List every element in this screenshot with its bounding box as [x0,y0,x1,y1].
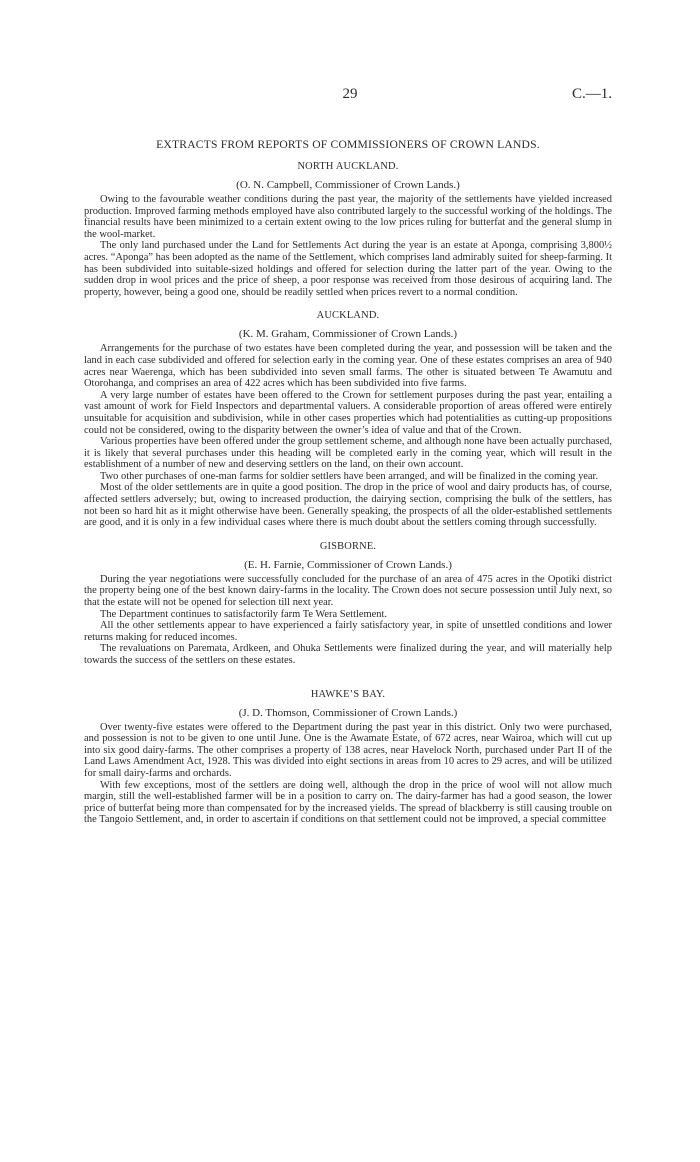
commissioner-line: (E. H. Farnie, Commissioner of Crown Lands.) [244,558,452,571]
section-heading: NORTH AUCKLAND. [297,161,399,172]
section-gisborne [84,541,612,667]
paragraph: Owing to the favourable weather conditions during the past year, the majority of the settlements have yielded increased production. Improved farming methods employed have also contributed largely to the successful working of the holdings. The financial results have been minimized to a certain extent owing to the low prices ruling for butterfat and the general slump in the wool-market. [84,194,612,240]
section-auckland [84,310,612,529]
page-number: 29 [342,86,358,102]
paragraph: The Department continues to satisfactorily farm Te Wera Settlement. [100,608,388,620]
paragraph: Various properties have been offered under the group settlement scheme, and although none have been actually purchased, it is likely that several purchases under this heading will be completed early in the coming year, which will result in the establishment of a number of new and deserving settlers on the land, on their own account. [84,436,612,471]
paragraph: The only land purchased under the Land for Settlements Act during the year is an estate at Aponga, comprising 3,800½ acres. “Aponga” has been adopted as the name of the Settlement, which comprises land admirably suited for sheep-farming. It has been subdivided into suitable-sized holdings and offered for selection during the latter part of the year. Owing to the sudden drop in wool prices and the price of sheep, a poor response was received from those desirous of acquiring land. The property, however, being a good one, should be readily settled when prices revert to a normal condition. [84,240,612,298]
commissioner-line: (K. M. Graham, Commissioner of Crown Lands.) [238,328,458,341]
document-reference: C.—1. [571,86,612,102]
report-body [84,138,612,826]
paragraph: Most of the older settlements are in quite a good position. The drop in the price of wool and dairy products has, of course, affected settlers adversely; but, owing to increased production, the dairying section, comprising the bulk of the settlers, has not been so hard hit as it might otherwise have been. Generally speaking, the prospects of all the older-established settlements are good, and it is only in a few individual cases where there is much doubt about the settlers coming through successfully. [84,482,612,529]
paragraph: During the year negotiations were successfully concluded for the purchase of an area of 475 acres in the Opotiki district the property being one of the best known dairy-farms in the locality. The Crown does not secure possession until July next, so that the estate will not be opened for selection till next year. [84,573,612,609]
section-hawkes-bay [84,689,612,826]
report-title: EXTRACTS FROM REPORTS OF COMMISSIONERS OF CROWN LANDS. [156,138,540,151]
section-heading: GISBORNE. [319,540,377,552]
section-heading: HAWKE’S BAY. [310,688,386,700]
section-north-auckland [84,161,612,298]
paragraph: Over twenty-five estates were offered to the Department during the past year in this district. Only two were purchased, and possession is not to be given to one until June. One is the Awamate Estate, of 672 acres, near Wairoa, which will cut up into six good dairy-farms. The other comprises a property of 138 acres, near Havelock North, purchased under Part II of the Land Laws Amendment Act, 1928. This was divided into eight sections in areas from 10 acres to 29 acres, and will be utilized for small dairy-farms and orchards. [84,721,612,779]
paragraph: All the other settlements appear to have experienced a fairly satisfactory year, in spite of unsettled conditions and lower returns making for reduced incomes. [84,620,612,643]
paragraph: The revaluations on Paremata, Ardkeen, and Ohuka Settlements were finalized during the year, and will materially help towards the success of the settlers on these estates. [84,643,612,666]
paragraph: With few exceptions, most of the settlers are doing well, although the drop in the price of wool will not allow much margin, still the well-established farmer will be in a position to carry on. The dairy-farmer has had a good season, the lower price of butterfat being more than compensated for by the increased yields. The spread of blackberry is still causing trouble on the Tangoio Settlement, and, in order to ascertain if conditions on that settlement could not be improved, a special committee [84,779,612,826]
paragraph: A very large number of estates have been offered to the Crown for settlement purposes during the past year, entailing a vast amount of work for Field Inspectors and departmental valuers. A considerable proportion of areas offered were entirely unsuitable for acquisition and subdivision, while in other cases properties which had potentialities as cutting-up propositions could not be considered, owing to the disparity between the owner’s idea of value and that of the Crown. [84,389,612,436]
commissioner-line: (O. N. Campbell, Commissioner of Crown Lands.) [236,179,460,191]
page-header [0,86,700,106]
commissioner-line: (J. D. Thomson, Commissioner of Crown Lands.) [238,706,458,719]
paragraph: Two other purchases of one-man farms for soldier settlers have been arranged, and will be finalized in the coming year. [100,470,599,482]
section-heading: AUCKLAND. [316,310,380,322]
paragraph: Arrangements for the purchase of two estates have been completed during the year, and possession will be taken and the land in each case subdivided and offered for selection early in the coming year. One of these estates comprises an area of 940 acres near Waerenga, which has been subdivided into seven small farms. The other is situated between Te Awamutu and Otorohanga, and comprises an area of 422 acres which has been subdivided into five farms. [84,343,612,390]
